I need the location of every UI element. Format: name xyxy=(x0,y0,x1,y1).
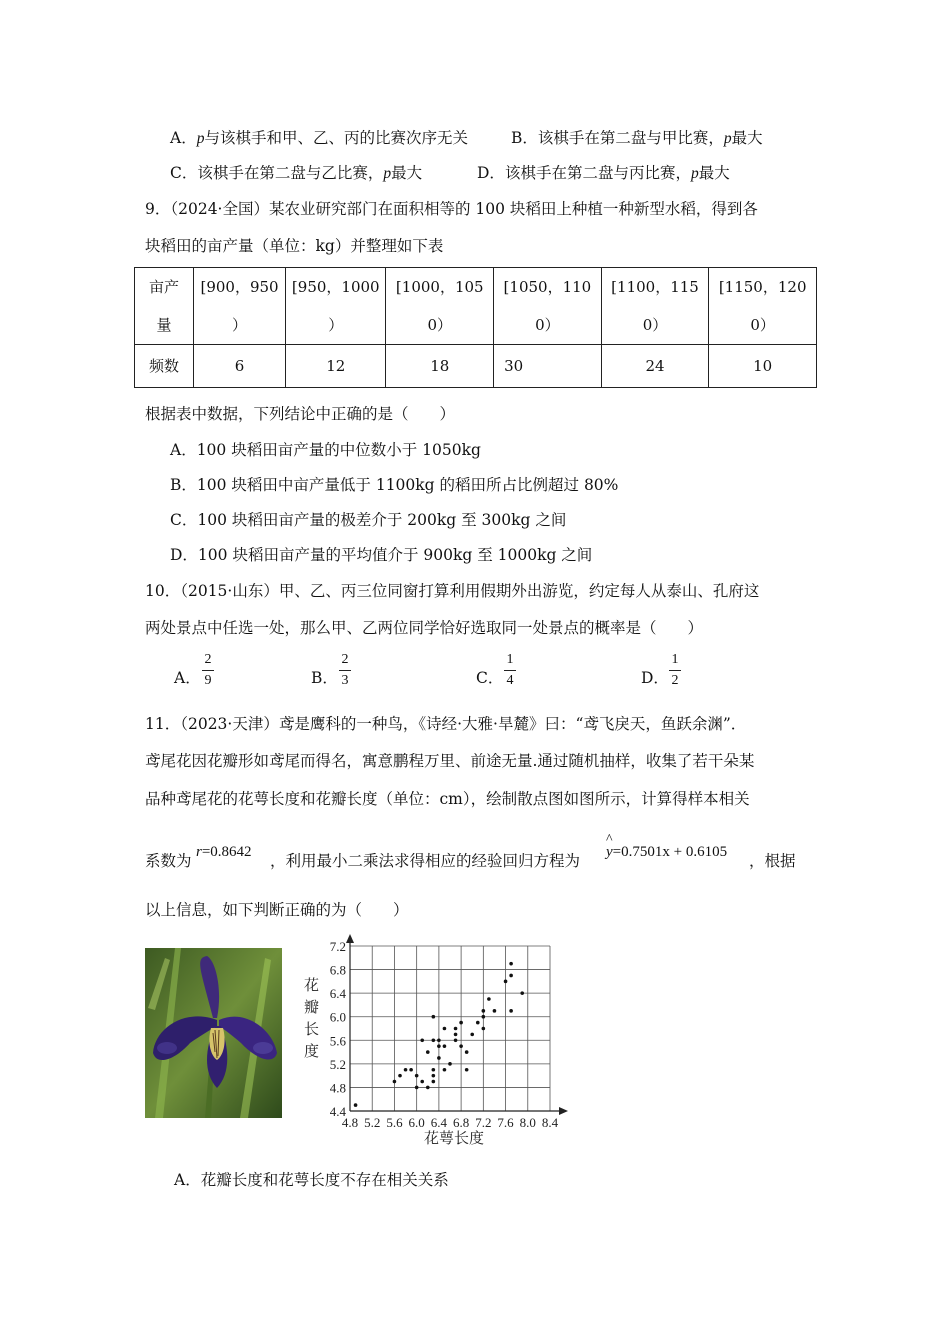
freq-label-cell: 频数 xyxy=(135,345,194,388)
hat-accent: ^ xyxy=(606,832,613,847)
data-point xyxy=(448,1062,452,1066)
x-axis-title: 花萼长度 xyxy=(423,1129,485,1147)
q8-option-b-tail: 最大 xyxy=(731,129,763,147)
fraction-bar xyxy=(669,670,681,671)
q9-option-b[interactable]: B．100 块稻田中亩产量低于 1100kg 的稻田所占比例超过 80% xyxy=(170,476,619,494)
q11-line-4-end: ，根据 xyxy=(749,852,796,870)
r-value: =0.8642 xyxy=(201,844,252,860)
q8-option-b-label: B． xyxy=(511,129,538,147)
data-point xyxy=(443,1027,447,1031)
data-point xyxy=(482,1027,486,1031)
y-hat-symbol: y xyxy=(606,844,613,860)
table-cell-interval xyxy=(494,268,602,345)
q11-line-4-start: 系数为 xyxy=(145,852,192,870)
q8-option-c-tail: 最大 xyxy=(391,164,423,182)
data-point xyxy=(437,1038,441,1042)
y-tick-label: 4.8 xyxy=(329,1080,346,1096)
y-tick-label: 5.2 xyxy=(329,1056,346,1072)
q8-option-d-label: D． xyxy=(477,164,505,182)
q11-line-4-middle: ，利用最小二乘法求得相应的经验回归方程为 xyxy=(270,852,581,870)
table-cell-interval xyxy=(601,268,709,345)
q10-option-b-fraction xyxy=(339,652,351,689)
q10-line-1: 10．（2015·山东）甲、乙、丙三位同窗打算利用假期外出游览，约定每人从泰山、孔府这 xyxy=(145,582,760,600)
data-point xyxy=(426,1050,430,1054)
data-point xyxy=(465,1068,469,1072)
interval-line-2: 0） xyxy=(427,316,453,334)
interval-line-2: 0） xyxy=(642,316,668,334)
table-row-intervals xyxy=(135,268,817,345)
data-point xyxy=(432,1068,436,1072)
x-tick-label: 8.0 xyxy=(519,1115,536,1130)
interval-line-1: [1000，105 xyxy=(395,278,484,296)
q8-option-b[interactable] xyxy=(511,128,763,149)
data-point xyxy=(443,1044,447,1048)
data-point xyxy=(482,1009,486,1013)
y-axis-arrow xyxy=(346,934,354,943)
data-point xyxy=(437,1056,441,1060)
regression-rhs: =0.7501x + 0.6105 xyxy=(612,844,728,860)
q10-option-a-label[interactable]: A． xyxy=(174,669,201,687)
q8-option-b-var: p xyxy=(723,130,732,147)
data-point xyxy=(520,991,524,995)
data-point xyxy=(454,1038,458,1042)
q9-option-c[interactable]: C．100 块稻田亩产量的极差介于 200kg 至 300kg 之间 xyxy=(170,511,567,529)
data-point xyxy=(509,962,513,966)
data-point xyxy=(432,1074,436,1078)
x-tick-label: 4.8 xyxy=(341,1115,359,1130)
interval-line-2: ） xyxy=(328,316,344,334)
interval-line-2: 0） xyxy=(750,316,775,334)
y-tick-labels xyxy=(330,939,347,1119)
data-point xyxy=(393,1080,397,1084)
data-point xyxy=(482,1015,486,1019)
table-cell-frequency: 18 xyxy=(386,345,494,388)
fraction-numerator: 1 xyxy=(506,652,514,667)
q10-option-c-fraction xyxy=(504,652,516,689)
interval-line-2: ） xyxy=(232,316,248,334)
interval-line-1: [1100，115 xyxy=(611,278,699,296)
axes xyxy=(346,934,568,1115)
table-row-frequencies xyxy=(135,345,817,388)
fraction-denominator: 2 xyxy=(671,673,679,688)
fraction-numerator: 2 xyxy=(204,652,212,667)
interval-line-1: [900，950 xyxy=(200,278,279,296)
y-axis-title: 花瓣长度 xyxy=(304,976,320,1060)
data-point xyxy=(509,1009,513,1013)
data-point xyxy=(504,980,508,984)
q8-option-a-var: p xyxy=(196,130,205,147)
interval-line-1: [1150，120 xyxy=(718,278,807,296)
table-cell-frequency: 12 xyxy=(286,345,386,388)
x-tick-label: 6.8 xyxy=(452,1115,470,1130)
q10-option-c-label[interactable]: C． xyxy=(476,669,504,687)
q10-line-2: 两处景点中任选一处，那么甲、乙两位同学恰好选取同一处景点的概率是（ ） xyxy=(145,619,704,637)
x-tick-label: 6.0 xyxy=(408,1115,425,1130)
q9-line-2: 块稻田的亩产量（单位：kg）并整理如下表 xyxy=(145,237,444,255)
header-label-line-2: 量 xyxy=(156,316,172,334)
interval-line-1: [950，1000 xyxy=(291,278,380,296)
data-point xyxy=(454,1033,458,1037)
sepal-petal-scatter-plot xyxy=(300,932,570,1156)
table-cell-interval xyxy=(386,268,494,345)
q8-option-b-text: 该棋手在第二盘与甲比赛， xyxy=(537,129,724,147)
data-point xyxy=(465,1050,469,1054)
data-point xyxy=(432,1080,436,1084)
q8-option-c-text: 该棋手在第二盘与乙比赛， xyxy=(197,164,384,182)
x-tick-label: 7.2 xyxy=(475,1115,492,1130)
correlation-expression xyxy=(196,842,252,862)
q11-option-a[interactable]: A．花瓣长度和花萼长度不存在相关关系 xyxy=(174,1171,449,1189)
data-point xyxy=(415,1074,419,1078)
data-point xyxy=(437,1044,441,1048)
q10-option-b-label[interactable]: B． xyxy=(311,669,338,687)
r-symbol: r xyxy=(196,844,202,860)
q11-line-2: 鸢尾花因花瓣形如鸢尾而得名，寓意鹏程万里、前途无量.通过随机抽样，收集了若干朵某 xyxy=(145,752,755,770)
regression-equation xyxy=(606,832,728,862)
q8-option-d-text: 该棋手在第二盘与丙比赛， xyxy=(504,164,691,182)
fraction-denominator: 3 xyxy=(341,673,349,688)
data-point xyxy=(409,1068,413,1072)
iris-flower-photo xyxy=(145,948,282,1118)
fraction-numerator: 2 xyxy=(341,652,349,667)
data-point xyxy=(493,1009,497,1013)
data-point xyxy=(354,1103,358,1107)
q9-option-a[interactable]: A．100 块稻田亩产量的中位数小于 1050kg xyxy=(170,441,481,459)
y-tick-label: 6.0 xyxy=(329,1009,346,1025)
x-axis-arrow xyxy=(559,1107,568,1115)
header-label-line-1: 亩产 xyxy=(148,278,179,296)
interval-line-2: 0） xyxy=(535,316,560,334)
grid-lines xyxy=(350,946,550,1111)
x-tick-label: 6.4 xyxy=(430,1115,448,1130)
x-tick-label: 7.6 xyxy=(497,1115,514,1130)
x-tick-label: 8.4 xyxy=(541,1115,559,1130)
data-point xyxy=(420,1038,424,1042)
x-tick-label: 5.2 xyxy=(364,1115,381,1130)
data-point xyxy=(454,1027,458,1031)
data-point xyxy=(415,1086,419,1090)
q8-option-a-text: 与该棋手和甲、乙、丙的比赛次序无关 xyxy=(204,129,468,147)
y-tick-label: 6.8 xyxy=(329,962,346,978)
y-tick-label: 6.4 xyxy=(329,986,346,1002)
iris-illustration xyxy=(145,948,282,1118)
q9-line-1: 9．（2024·全国）某农业研究部门在面积相等的 100 块稻田上种植一种新型水稻，得到各 xyxy=(145,200,758,218)
y-tick-label: 4.4 xyxy=(329,1104,346,1119)
x-tick-label: 5.6 xyxy=(386,1115,403,1130)
q9-stem: 根据表中数据，下列结论中正确的是（ ） xyxy=(145,405,456,423)
table-cell-interval xyxy=(193,268,285,345)
q10-option-d-fraction xyxy=(669,652,681,689)
fraction-bar xyxy=(504,670,516,671)
q9-option-d[interactable]: D．100 块稻田亩产量的平均值介于 900kg 至 1000kg 之间 xyxy=(170,546,593,564)
q8-option-c-var: p xyxy=(383,165,392,182)
data-point xyxy=(398,1074,402,1078)
data-point xyxy=(404,1068,408,1072)
data-point xyxy=(470,1033,474,1037)
y-tick-label: 7.2 xyxy=(329,939,346,954)
data-point xyxy=(443,1068,447,1072)
table-cell-frequency: 30 xyxy=(494,345,602,388)
x-tick-labels xyxy=(342,1115,559,1130)
fraction-denominator: 4 xyxy=(506,673,514,688)
scatter-svg xyxy=(300,932,570,1152)
data-point xyxy=(426,1086,430,1090)
fraction-numerator: 1 xyxy=(671,652,679,667)
table-cell-interval xyxy=(286,268,386,345)
fraction-denominator: 9 xyxy=(204,673,212,688)
q8-option-d[interactable] xyxy=(477,163,730,184)
data-point xyxy=(432,1038,436,1042)
data-point xyxy=(487,997,491,1001)
table-cell-frequency: 10 xyxy=(709,345,817,388)
y-hat xyxy=(606,832,613,862)
fraction-bar xyxy=(339,670,351,671)
data-point xyxy=(476,1021,480,1025)
q8-option-c[interactable] xyxy=(170,163,422,184)
interval-line-1: [1050，110 xyxy=(503,278,592,296)
data-point xyxy=(432,1015,436,1019)
data-point xyxy=(459,1021,463,1025)
q10-option-a-fraction xyxy=(202,652,214,689)
q8-option-a-label: A． xyxy=(170,129,197,147)
table-cell-frequency: 6 xyxy=(193,345,285,388)
q8-option-c-label: C． xyxy=(170,164,198,182)
table-cell-interval xyxy=(709,268,817,345)
data-point xyxy=(420,1080,424,1084)
q10-option-d-label[interactable]: D． xyxy=(641,669,669,687)
data-point xyxy=(509,974,513,978)
table-cell-frequency: 24 xyxy=(601,345,709,388)
q8-option-d-tail: 最大 xyxy=(698,164,730,182)
q11-line-1: 11．（2023·天津）鸢是鹰科的一种鸟，《诗经·大雅·旱麓》曰：“鸢飞戾天，鱼跃余渊”． xyxy=(145,715,747,733)
table-header-cell xyxy=(135,268,194,345)
q8-option-a[interactable] xyxy=(170,128,468,149)
y-tick-label: 5.6 xyxy=(329,1033,346,1049)
q11-line-3: 品种鸢尾花的花萼长度和花瓣长度（单位：cm），绘制散点图如图所示，计算得样本相关 xyxy=(145,790,750,808)
data-point xyxy=(459,1044,463,1048)
fraction-bar xyxy=(202,670,214,671)
q8-option-d-var: p xyxy=(690,165,699,182)
yield-frequency-table xyxy=(134,267,817,388)
q11-line-5: 以上信息，如下判断正确的为（ ） xyxy=(145,901,409,919)
